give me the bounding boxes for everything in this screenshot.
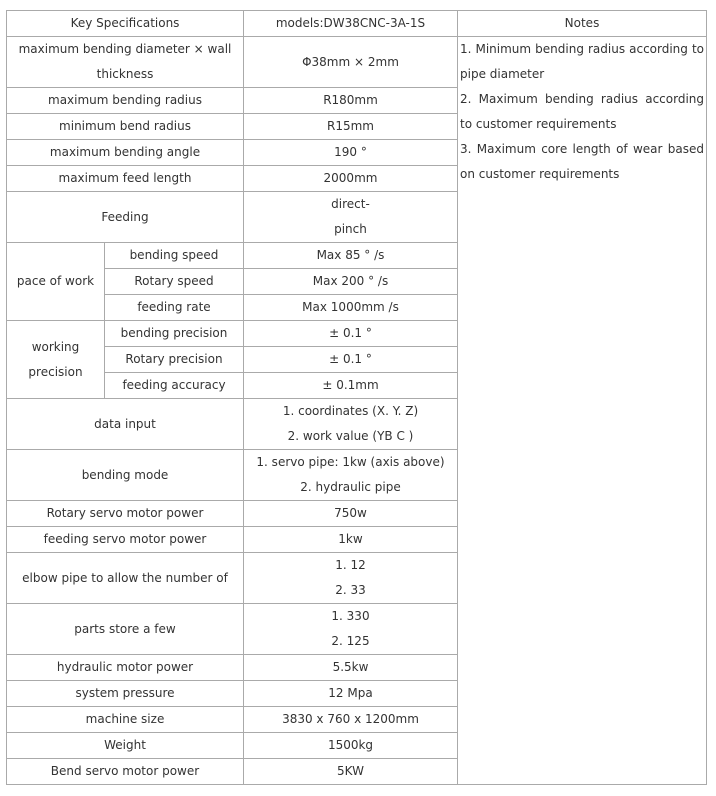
spec-value-line: R15mm: [327, 119, 374, 133]
spec-value-line: pinch: [334, 222, 367, 236]
group-label: pace of work: [7, 243, 105, 321]
spec-label: Rotary precision: [105, 347, 244, 373]
spec-value-line: 2000mm: [323, 171, 378, 185]
spec-label: Rotary servo motor power: [7, 501, 244, 527]
spec-value-line: direct-: [331, 197, 370, 211]
spec-value-line: 3830 x 760 x 1200mm: [282, 712, 419, 726]
spec-label: Weight: [7, 733, 244, 759]
spec-value-line: R180mm: [323, 93, 378, 107]
spec-value: [244, 166, 458, 192]
spec-value: [244, 295, 458, 321]
spec-value-line: ± 0.1 °: [329, 326, 372, 340]
note-item: 3. Maximum core length of wear based on customer requirements: [460, 142, 704, 181]
spec-value-line: 5KW: [337, 764, 364, 778]
spec-value-line: 2. 125: [331, 634, 370, 648]
spec-value: [244, 501, 458, 527]
spec-value: [244, 450, 458, 501]
spec-value-line: ± 0.1 °: [329, 352, 372, 366]
spec-label: maximum bending radius: [7, 88, 244, 114]
spec-value: [244, 759, 458, 785]
spec-value: [244, 399, 458, 450]
spec-value-line: 1. servo pipe: 1kw (axis above): [256, 455, 445, 469]
spec-value-line: 2. hydraulic pipe: [300, 480, 401, 494]
spec-label: hydraulic motor power: [7, 655, 244, 681]
spec-label: Feeding: [7, 192, 244, 243]
spec-label: machine size: [7, 707, 244, 733]
header-notes: Notes: [458, 11, 707, 37]
spec-value: [244, 114, 458, 140]
note-item: 1. Minimum bending radius according to pipe diameter: [460, 42, 704, 81]
spec-value: [244, 140, 458, 166]
spec-label: bending speed: [105, 243, 244, 269]
spec-value-line: 1500kg: [327, 738, 374, 752]
spec-value-line: Φ38mm × 2mm: [302, 54, 399, 69]
spec-value-line: 2. work value (YB C ): [287, 429, 414, 443]
spec-value: [244, 347, 458, 373]
spec-value-line: 190 °: [334, 145, 367, 159]
spec-label: feeding accuracy: [105, 373, 244, 399]
spec-value-line: Max 85 ° /s: [316, 248, 385, 262]
spec-value-line: 1. 330: [331, 609, 370, 623]
spec-label: bending mode: [7, 450, 244, 501]
spec-value-line: Max 200 ° /s: [312, 274, 389, 288]
spec-value: [244, 243, 458, 269]
spec-label: data input: [7, 399, 244, 450]
group-label: working precision: [7, 321, 105, 399]
spec-value: [244, 655, 458, 681]
spec-label: elbow pipe to allow the number of: [7, 553, 244, 604]
spec-label: Bend servo motor power: [7, 759, 244, 785]
spec-label: minimum bend radius: [7, 114, 244, 140]
spec-label: feeding servo motor power: [7, 527, 244, 553]
spec-value-line: Max 1000mm /s: [302, 300, 399, 314]
spec-value: [244, 37, 458, 88]
spec-value: [244, 681, 458, 707]
spec-value: [244, 192, 458, 243]
spec-label: system pressure: [7, 681, 244, 707]
specifications-table: [6, 10, 707, 785]
spec-value-line: 750w: [334, 506, 367, 520]
spec-value-line: 1. coordinates (X. Y. Z): [282, 404, 419, 418]
header-model: models:DW38CNC-3A-1S: [244, 11, 458, 37]
spec-value-line: 1kw: [338, 532, 363, 546]
spec-label: Rotary speed: [105, 269, 244, 295]
note-item: 2. Maximum bending radius according to customer requirements: [460, 92, 704, 131]
spec-value-line: 12 Mpa: [328, 686, 373, 700]
spec-value-line: ± 0.1mm: [322, 378, 379, 392]
header-row: [7, 11, 707, 37]
header-key-specifications: Key Specifications: [7, 11, 244, 37]
spec-label: parts store a few: [7, 604, 244, 655]
table-row: [7, 37, 707, 88]
spec-label: maximum bending diameter × wall thickness: [7, 37, 244, 88]
spec-value: [244, 707, 458, 733]
spec-value-line: 5.5kw: [332, 660, 369, 674]
spec-value: [244, 733, 458, 759]
spec-label: bending precision: [105, 321, 244, 347]
spec-value: [244, 88, 458, 114]
notes-cell: [458, 37, 707, 785]
spec-value: [244, 269, 458, 295]
spec-label: maximum feed length: [7, 166, 244, 192]
spec-label: maximum bending angle: [7, 140, 244, 166]
spec-value-line: 1. 12: [335, 558, 366, 572]
spec-label: feeding rate: [105, 295, 244, 321]
spec-value: [244, 373, 458, 399]
spec-value: [244, 321, 458, 347]
spec-value-line: 2. 33: [335, 583, 366, 597]
spec-value: [244, 527, 458, 553]
spec-value: [244, 604, 458, 655]
spec-value: [244, 553, 458, 604]
